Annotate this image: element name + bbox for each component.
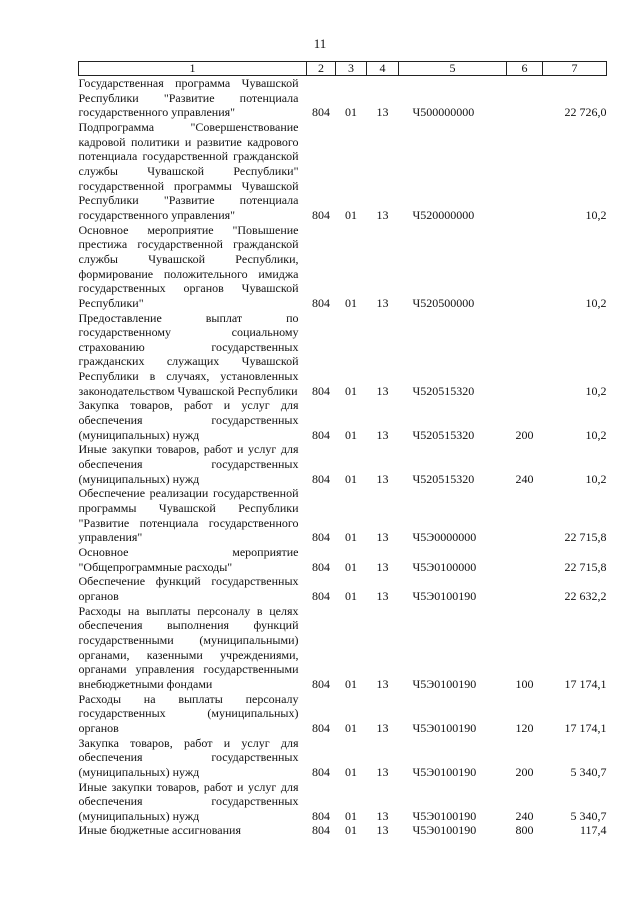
cell-expense-type: 100 (515, 676, 534, 691)
cell-amount: 5 340,7 (570, 808, 607, 823)
cell-target-article: Ч520515320 (412, 427, 475, 442)
cell-name: Иные закупки товаров, работ и услуг для обеспечения государственных (муниципальных) нужд (78, 442, 299, 486)
cell-section-code: 01 (345, 427, 357, 442)
table-row (79, 574, 607, 603)
cell-name: Закупка товаров, работ и услуг для обеспечения государственных (муниципальных) нужд (78, 398, 299, 442)
cell-grbs-code: 804 (312, 471, 330, 486)
cell-subsection-code: 13 (376, 105, 389, 120)
table-row (79, 545, 607, 574)
cell-subsection-code: 13 (376, 295, 389, 310)
table-row (79, 486, 607, 545)
cell-expense-type (507, 574, 543, 603)
cell-target-article: Ч5Э0000000 (412, 530, 477, 545)
page-number: 11 (313, 36, 327, 51)
cell-amount: 22 726,0 (564, 105, 607, 120)
cell-grbs-code: 804 (312, 383, 330, 398)
cell-amount: 17 174,1 (564, 720, 607, 735)
cell-expense-type: 240 (515, 471, 534, 486)
cell-section-code: 01 (345, 383, 357, 398)
cell-grbs-code: 804 (312, 207, 330, 222)
cell-amount: 22 715,8 (564, 559, 607, 574)
cell-name: Расходы на выплаты персоналу государственных (муниципальных) органов (78, 691, 299, 735)
cell-target-article: Ч520515320 (412, 383, 475, 398)
cell-section-code: 01 (345, 720, 357, 735)
cell-section-code: 01 (345, 676, 357, 691)
cell-expense-type: 200 (515, 427, 534, 442)
cell-subsection-code: 13 (376, 530, 389, 545)
cell-target-article: Ч5Э0100000 (412, 559, 477, 574)
table-row (79, 223, 607, 311)
cell-section-code: 01 (345, 764, 357, 779)
cell-grbs-code: 804 (312, 295, 330, 310)
cell-name: Подпрограмма "Совершенствование кадровой политики и развитие кадрового потенциала государственной гражданской службы Чувашской Республики" государственной программы Чувашской Республики "Развитие потенциала государственного управления" (78, 119, 299, 222)
cell-subsection-code: 13 (376, 207, 389, 222)
cell-section-code: 01 (345, 588, 357, 603)
header-col-3: 3 (336, 62, 367, 76)
cell-grbs-code: 804 (312, 427, 330, 442)
cell-expense-type (507, 120, 543, 223)
table-row (79, 398, 607, 442)
table-row (79, 120, 607, 223)
cell-subsection-code: 13 (376, 720, 389, 735)
cell-amount: 10,2 (585, 207, 607, 222)
cell-subsection-code: 13 (376, 676, 389, 691)
cell-name: Обеспечение реализации государственной программы Чувашской Республики "Развитие потенциала государственного управления" (78, 486, 299, 545)
cell-expense-type: 800 (515, 823, 534, 838)
cell-name: Расходы на выплаты персоналу в целях обеспечения выполнения функций государственными (муниципальными) органами, казенными учреждениями, органами управления государственными внебюджетными фондами (78, 603, 299, 691)
cell-subsection-code: 13 (376, 427, 389, 442)
cell-grbs-code: 804 (312, 720, 330, 735)
cell-grbs-code: 804 (312, 588, 330, 603)
cell-section-code: 01 (345, 471, 357, 486)
header-col-2: 2 (307, 62, 336, 76)
cell-name: Обеспечение функций государственных органов (78, 574, 299, 603)
cell-grbs-code: 804 (312, 764, 330, 779)
cell-grbs-code: 804 (312, 530, 330, 545)
cell-expense-type (507, 311, 543, 399)
cell-expense-type (507, 545, 543, 574)
cell-amount: 22 632,2 (564, 588, 607, 603)
header-col-5: 5 (399, 62, 507, 76)
cell-amount: 10,2 (585, 295, 607, 310)
cell-grbs-code: 804 (312, 676, 330, 691)
cell-expense-type: 200 (515, 764, 534, 779)
cell-target-article: Ч5Э0100190 (412, 764, 477, 779)
cell-subsection-code: 13 (376, 808, 389, 823)
cell-name: Основное мероприятие "Общепрограммные расходы" (78, 545, 299, 574)
table-row (79, 823, 607, 838)
cell-amount: 10,2 (585, 383, 607, 398)
cell-target-article: Ч520515320 (412, 471, 475, 486)
cell-grbs-code: 804 (312, 808, 330, 823)
cell-target-article: Ч5Э0100190 (412, 720, 477, 735)
cell-grbs-code: 804 (312, 823, 330, 838)
table-row (79, 780, 607, 824)
table-row (79, 604, 607, 692)
cell-subsection-code: 13 (376, 559, 389, 574)
header-col-6: 6 (507, 62, 543, 76)
budget-table (78, 61, 607, 838)
cell-name: Основное мероприятие "Повышение престижа государственной гражданской службы Чувашской Республики, формирование положительного имиджа государственных органов Чувашской Республики" (78, 222, 299, 310)
cell-expense-type: 240 (515, 808, 534, 823)
cell-name: Иные закупки товаров, работ и услуг для обеспечения государственных (муниципальных) нужд (78, 779, 299, 823)
cell-expense-type (507, 486, 543, 545)
cell-amount: 10,2 (585, 471, 607, 486)
cell-name: Иные бюджетные ассигнования (78, 823, 241, 838)
cell-expense-type: 120 (515, 720, 534, 735)
header-col-1: 1 (79, 62, 307, 76)
cell-expense-type (507, 223, 543, 311)
cell-target-article: Ч5Э0100190 (412, 823, 477, 838)
table-row (79, 442, 607, 486)
cell-grbs-code: 804 (312, 105, 330, 120)
table-row (79, 736, 607, 780)
cell-subsection-code: 13 (376, 823, 389, 838)
cell-section-code: 01 (345, 808, 357, 823)
table-row (79, 692, 607, 736)
cell-target-article: Ч520000000 (412, 207, 475, 222)
table-row (79, 76, 607, 120)
cell-target-article: Ч500000000 (412, 105, 475, 120)
table-row (79, 311, 607, 399)
cell-target-article: Ч5Э0100190 (412, 676, 477, 691)
cell-amount: 117,4 (579, 823, 607, 838)
cell-section-code: 01 (345, 530, 357, 545)
cell-name: Государственная программа Чувашской Республики "Развитие потенциала государственного управления" (78, 76, 299, 120)
cell-subsection-code: 13 (376, 764, 389, 779)
cell-section-code: 01 (345, 105, 357, 120)
cell-expense-type (507, 76, 543, 120)
cell-subsection-code: 13 (376, 471, 389, 486)
cell-section-code: 01 (345, 207, 357, 222)
cell-subsection-code: 13 (376, 383, 389, 398)
header-col-7: 7 (543, 62, 607, 76)
cell-section-code: 01 (345, 823, 357, 838)
cell-target-article: Ч520500000 (412, 295, 475, 310)
cell-amount: 10,2 (585, 427, 607, 442)
cell-subsection-code: 13 (376, 588, 389, 603)
header-col-4: 4 (367, 62, 399, 76)
cell-section-code: 01 (345, 295, 357, 310)
cell-amount: 17 174,1 (564, 676, 607, 691)
cell-target-article: Ч5Э0100190 (412, 808, 477, 823)
cell-grbs-code: 804 (312, 559, 330, 574)
cell-amount: 22 715,8 (564, 530, 607, 545)
cell-amount: 5 340,7 (570, 764, 607, 779)
cell-name: Предоставление выплат по государственному социальному страхованию государственных гражданских служащих Чувашской Республики в случаях, установленных законодательством Чувашской Республики (78, 310, 299, 398)
cell-name: Закупка товаров, работ и услуг для обеспечения государственных (муниципальных) нужд (78, 735, 299, 779)
cell-section-code: 01 (345, 559, 357, 574)
table-header-row (79, 62, 607, 76)
cell-target-article: Ч5Э0100190 (412, 588, 477, 603)
